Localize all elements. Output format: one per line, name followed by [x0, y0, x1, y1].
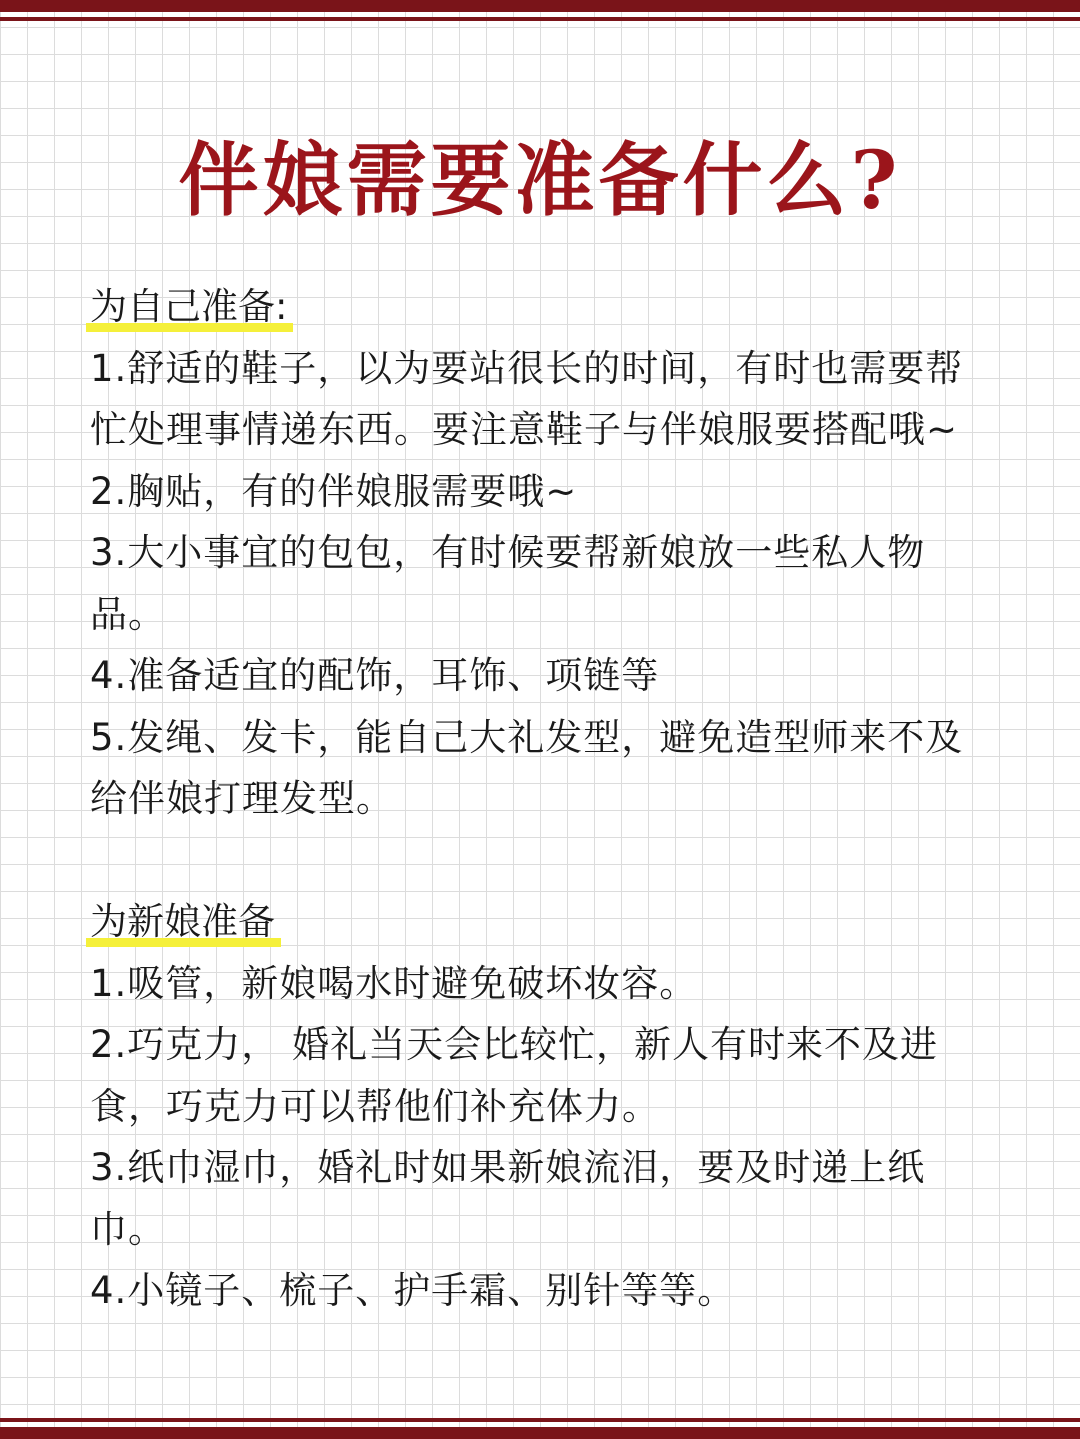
list-item: 5.发绳、发卡，能自己大礼发型，避免造型师来不及给伴娘打理发型。: [90, 715, 964, 820]
list-item: 3.纸巾湿巾，婚礼时如果新娘流泪，要及时递上纸巾。: [90, 1146, 926, 1251]
list-item: 4.准备适宜的配饰，耳饰、项链等: [90, 654, 660, 697]
top-border: [0, 0, 1080, 22]
content: [90, 276, 995, 1322]
list-item: 2.胸贴，有的伴娘服需要哦~: [90, 469, 578, 513]
list-item: 4.小镜子、梳子、护手霜、别针等等。: [90, 1269, 736, 1312]
page-title: 伴娘需要准备什么?: [178, 133, 902, 227]
top-border-thick-line: [0, 0, 1080, 12]
list-item: 2.巧克力， 婚礼当天会比较忙，新人有时来不及进食，巧克力可以帮他们补充体力。: [90, 1023, 939, 1128]
list-item: 3.大小事宜的包包，有时候要帮新娘放一些私人物品。: [90, 531, 926, 636]
bottom-border-thin-line: [0, 1418, 1080, 1422]
section-spacer: [90, 830, 995, 892]
bottom-border: [0, 1417, 1080, 1439]
section-heading: 为自己准备:: [90, 276, 287, 338]
top-border-thin-line: [0, 17, 1080, 21]
list-item: 1.吸管，新娘喝水时避免破坏妆容。: [90, 961, 698, 1005]
section-bride: [90, 891, 995, 1322]
section-self: [90, 276, 995, 830]
list-item: 1.舒适的鞋子，以为要站很长的时间，有时也需要帮忙处理事情递东西。要注意鞋子与伴娘服要搭配哦~: [90, 346, 964, 451]
section-heading: 为新娘准备: [90, 891, 275, 953]
bottom-border-thick-line: [0, 1427, 1080, 1439]
